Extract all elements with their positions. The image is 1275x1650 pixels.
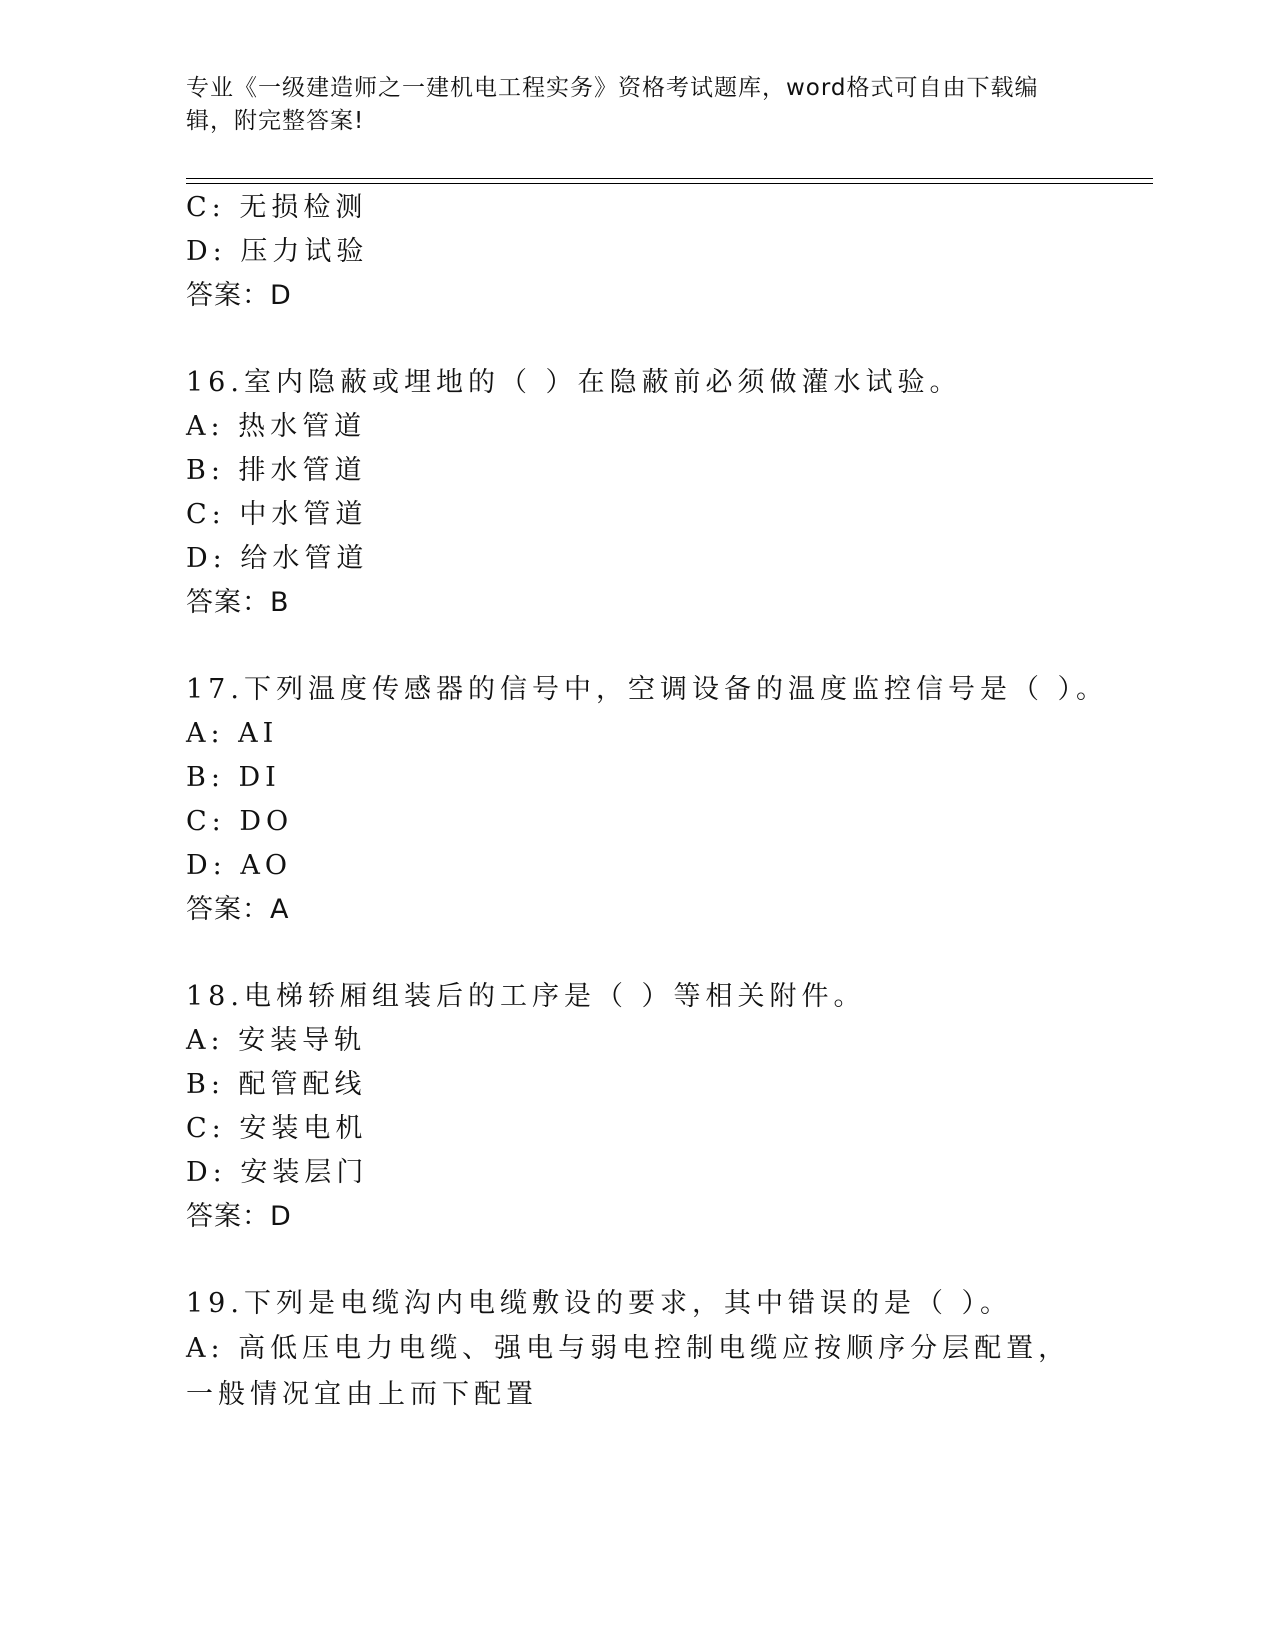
question-16-option-c: C: 中水管道 [186,499,368,530]
header-divider-top [186,178,1153,179]
question-17-option-a: A: AI [186,718,279,749]
question-18-option-d: D: 安装层门 [186,1157,369,1188]
question-17-answer: 答案：A [186,894,290,925]
question-19-stem: 19.下列是电缆沟内电缆敷设的要求，其中错误的是（ ）。 [186,1288,1013,1319]
question-16-option-d: D: 给水管道 [186,543,369,574]
question-18-option-a: A: 安装导轨 [186,1025,367,1056]
question-18-option-b: B: 配管配线 [186,1069,367,1100]
question-16-option-a: A: 热水管道 [186,411,367,442]
question-18-stem: 18.电梯轿厢组装后的工序是（ ）等相关附件。 [186,981,866,1012]
header-divider-bottom [186,183,1153,184]
question-19-option-a: A: 高低压电力电缆、强电与弱电控制电缆应按顺序分层配置，一般情况宜由上而下配置 [186,1333,1071,1410]
question-17-option-d: D: AO [186,850,292,881]
question-17-option-b: B: DI [186,762,281,793]
question-16-answer: 答案：B [186,587,290,618]
question-16-stem: 16.室内隐蔽或埋地的（ ）在隐蔽前必须做灌水试验。 [186,367,962,398]
question-18-option-c: C: 安装电机 [186,1113,368,1144]
document-header: 专业《一级建造师之一建机电工程实务》资格考试题库，word格式可自由下载编辑，附完整答案! [186,75,1039,134]
question-17-stem: 17.下列温度传感器的信号中，空调设备的温度监控信号是（ ）。 [186,674,1109,705]
prev-option-d: D: 压力试验 [186,236,369,267]
question-16-option-b: B: 排水管道 [186,455,367,486]
question-18-answer: 答案：D [186,1201,292,1232]
question-17-option-c: C: DO [186,806,294,837]
prev-answer: 答案：D [186,280,292,311]
prev-option-c: C: 无损检测 [186,192,368,223]
